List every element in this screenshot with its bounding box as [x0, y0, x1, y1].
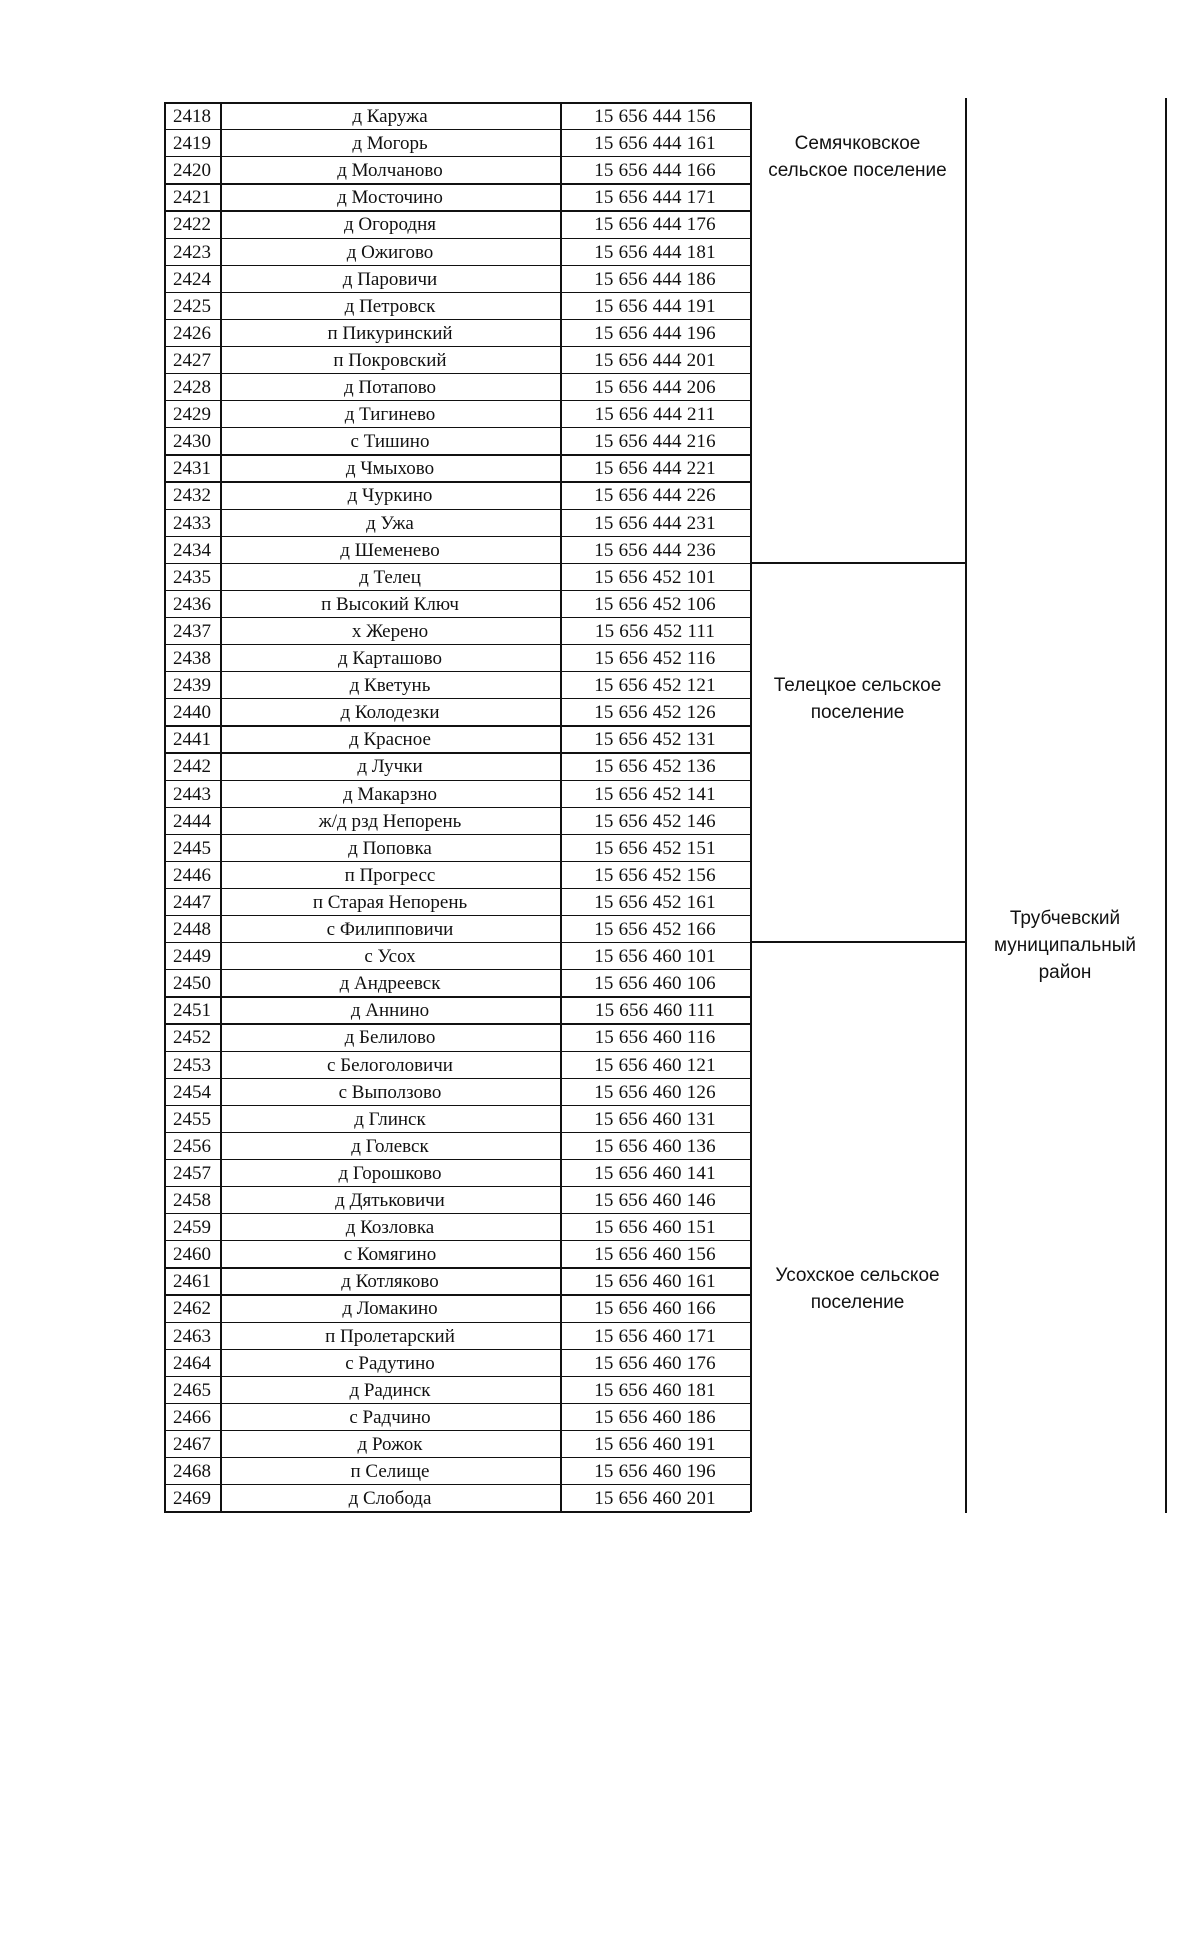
settlement-name: д Ужа [366, 512, 414, 534]
row-number: 2461 [173, 1271, 211, 1293]
settlement-name: п Покровский [333, 349, 447, 371]
oktmo-code: 15 656 444 161 [594, 133, 716, 155]
row-number: 2420 [173, 160, 211, 182]
settlement-name: д Слобода [348, 1488, 432, 1510]
oktmo-code: 15 656 444 216 [594, 431, 716, 453]
row-number: 2453 [173, 1054, 211, 1076]
oktmo-code: 15 656 452 116 [594, 648, 716, 670]
oktmo-code: 15 656 444 226 [594, 485, 716, 507]
row-number: 2440 [173, 702, 211, 724]
row-divider [164, 1105, 750, 1106]
row-divider [164, 156, 750, 157]
oktmo-code: 15 656 444 166 [594, 160, 716, 182]
row-divider [164, 861, 750, 862]
oktmo-code: 15 656 460 101 [594, 946, 716, 968]
settlement-name: д Козловка [345, 1217, 435, 1239]
row-number: 2458 [173, 1190, 211, 1212]
oktmo-code: 15 656 460 106 [594, 973, 716, 995]
row-divider [164, 1484, 750, 1485]
row-number: 2444 [173, 810, 211, 832]
oktmo-code: 15 656 452 156 [594, 864, 716, 886]
row-number: 2459 [173, 1217, 211, 1239]
oktmo-code: 15 656 460 126 [594, 1081, 716, 1103]
district-label: Трубчевский муниципальный район [994, 908, 1136, 983]
settlement-name: с Тишино [350, 431, 430, 453]
row-number: 2419 [173, 133, 211, 155]
settlement-name: д Паровичи [342, 268, 438, 290]
oktmo-code: 15 656 444 186 [594, 268, 716, 290]
column-divider [750, 102, 752, 1512]
row-number: 2452 [173, 1027, 211, 1049]
oktmo-code: 15 656 452 101 [594, 566, 716, 588]
settlement-name: п Пролетарский [325, 1325, 455, 1347]
row-number: 2441 [173, 729, 211, 751]
oktmo-code: 15 656 460 146 [594, 1190, 716, 1212]
settlement-name: д Шеменево [340, 539, 440, 561]
settlement-name: х Жерено [351, 620, 429, 642]
settlement-name: д Колодезки [340, 702, 440, 724]
row-divider [164, 590, 750, 591]
row-divider [164, 454, 750, 455]
oktmo-code: 15 656 460 141 [594, 1162, 716, 1184]
oktmo-code: 15 656 444 176 [594, 214, 716, 236]
row-number: 2426 [173, 322, 211, 344]
row-divider [164, 1376, 750, 1377]
oktmo-code: 15 656 460 201 [594, 1488, 716, 1510]
row-number: 2436 [173, 593, 211, 615]
oktmo-code: 15 656 452 136 [594, 756, 716, 778]
row-number: 2418 [173, 106, 211, 128]
row-divider [164, 1051, 750, 1052]
oktmo-code: 15 656 460 121 [594, 1054, 716, 1076]
row-divider [164, 807, 750, 808]
row-number: 2443 [173, 783, 211, 805]
oktmo-code: 15 656 444 221 [594, 458, 716, 480]
row-number: 2435 [173, 566, 211, 588]
row-number: 2469 [173, 1488, 211, 1510]
settlement-name: с Комягино [343, 1244, 437, 1266]
oktmo-code: 15 656 444 156 [594, 106, 716, 128]
column-divider [560, 102, 562, 1511]
oktmo-code: 15 656 460 136 [594, 1135, 716, 1157]
row-number: 2466 [173, 1406, 211, 1428]
row-divider [164, 617, 750, 618]
row-divider [164, 238, 750, 239]
settlement-name: д Дятьковичи [335, 1190, 445, 1212]
settlement-name: п Высокий Ключ [321, 593, 459, 615]
row-divider [164, 1322, 750, 1323]
settlement-name: с Радчино [349, 1406, 431, 1428]
row-divider [164, 1213, 750, 1214]
oktmo-code: 15 656 444 181 [594, 241, 716, 263]
row-divider [164, 563, 750, 564]
settlement-name: с Белоголовичи [327, 1054, 453, 1076]
oktmo-code: 15 656 444 191 [594, 295, 716, 317]
settlement-name: д Карташово [338, 648, 442, 670]
row-divider [164, 1159, 750, 1160]
row-number: 2428 [173, 377, 211, 399]
oktmo-code: 15 656 452 111 [594, 620, 716, 642]
settlement-name: д Мосточино [337, 187, 443, 209]
settlement-name: с Радутино [345, 1352, 435, 1374]
settlement-name: д Чуркино [347, 485, 433, 507]
group-separator [750, 941, 967, 943]
table-bottom-border [164, 1511, 750, 1513]
settlement-name: д Молчаново [337, 160, 443, 182]
row-number: 2462 [173, 1298, 211, 1320]
settlement-name: п Пикуринский [327, 322, 453, 344]
row-divider [164, 725, 750, 726]
district-column-right-border [1165, 98, 1167, 1513]
row-divider [164, 888, 750, 889]
row-number: 2467 [173, 1433, 211, 1455]
oktmo-code: 15 656 452 106 [594, 593, 716, 615]
row-divider [164, 265, 750, 266]
oktmo-code: 15 656 460 151 [594, 1217, 716, 1239]
row-number: 2450 [173, 973, 211, 995]
row-divider [164, 427, 750, 428]
row-number: 2438 [173, 648, 211, 670]
settlement-name: д Телец [359, 566, 421, 588]
oktmo-code: 15 656 460 166 [594, 1298, 716, 1320]
row-number: 2460 [173, 1244, 211, 1266]
row-number: 2463 [173, 1325, 211, 1347]
row-number: 2446 [173, 864, 211, 886]
rural-settlement-label: Усохское сельское поселение [775, 1265, 940, 1314]
settlement-name: д Лучки [357, 756, 423, 778]
row-divider [164, 915, 750, 916]
row-number: 2465 [173, 1379, 211, 1401]
row-number: 2451 [173, 1000, 211, 1022]
row-number: 2424 [173, 268, 211, 290]
settlement-name: д Ожигово [346, 241, 434, 263]
row-number: 2455 [173, 1108, 211, 1130]
settlement-name: д Поповка [348, 837, 432, 859]
row-divider [164, 183, 750, 184]
oktmo-code: 15 656 452 141 [594, 783, 716, 805]
oktmo-code: 15 656 444 206 [594, 377, 716, 399]
row-divider [164, 1403, 750, 1404]
oktmo-code: 15 656 460 181 [594, 1379, 716, 1401]
row-number: 2456 [173, 1135, 211, 1157]
row-divider [164, 1023, 750, 1024]
row-divider [164, 1132, 750, 1133]
settlement-name: д Котляково [341, 1271, 439, 1293]
row-divider [164, 400, 750, 401]
oktmo-code: 15 656 452 161 [594, 891, 716, 913]
row-divider [164, 780, 750, 781]
oktmo-code: 15 656 460 131 [594, 1108, 716, 1130]
oktmo-code: 15 656 460 171 [594, 1325, 716, 1347]
row-divider [164, 1267, 750, 1268]
row-number: 2432 [173, 485, 211, 507]
row-number: 2434 [173, 539, 211, 561]
oktmo-code: 15 656 452 146 [594, 810, 716, 832]
row-number: 2439 [173, 675, 211, 697]
row-number: 2468 [173, 1461, 211, 1483]
row-divider [164, 996, 750, 997]
row-divider [164, 1240, 750, 1241]
oktmo-code: 15 656 452 121 [594, 675, 716, 697]
oktmo-code: 15 656 460 191 [594, 1433, 716, 1455]
row-divider [164, 1430, 750, 1431]
row-number: 2430 [173, 431, 211, 453]
row-number: 2433 [173, 512, 211, 534]
row-divider [164, 292, 750, 293]
settlement-name: д Белилово [344, 1027, 436, 1049]
oktmo-code: 15 656 452 166 [594, 919, 716, 941]
settlement-name: д Красное [349, 729, 431, 751]
rural-settlement-label: Семячковское сельское поселение [768, 133, 947, 182]
rural-settlement-label: Телецкое сельское поселение [773, 675, 942, 724]
settlement-name: д Голевск [351, 1135, 429, 1157]
settlement-name: п Прогресс [344, 864, 436, 886]
row-number: 2442 [173, 756, 211, 778]
oktmo-code: 15 656 460 156 [594, 1244, 716, 1266]
settlement-name: п Селище [350, 1461, 430, 1483]
settlement-name: д Тигинево [344, 404, 436, 426]
oktmo-code: 15 656 444 231 [594, 512, 716, 534]
oktmo-code: 15 656 444 171 [594, 187, 716, 209]
settlement-name: д Чмыхово [345, 458, 435, 480]
oktmo-code: 15 656 460 111 [594, 1000, 716, 1022]
oktmo-code: 15 656 444 211 [594, 404, 716, 426]
row-divider [164, 346, 750, 347]
oktmo-code: 15 656 444 196 [594, 322, 716, 344]
row-divider [164, 129, 750, 130]
row-divider [164, 1457, 750, 1458]
settlement-name: д Рожок [357, 1433, 423, 1455]
row-divider [164, 644, 750, 645]
settlement-name: д Макарзно [342, 783, 438, 805]
row-divider [164, 481, 750, 482]
oktmo-code: 15 656 460 186 [594, 1406, 716, 1428]
settlement-name: д Каружа [352, 106, 428, 128]
row-number: 2445 [173, 837, 211, 859]
oktmo-code: 15 656 452 151 [594, 837, 716, 859]
oktmo-code: 15 656 460 176 [594, 1352, 716, 1374]
settlement-name: с Выползово [338, 1081, 442, 1103]
oktmo-code: 15 656 460 116 [594, 1027, 716, 1049]
row-number: 2425 [173, 295, 211, 317]
table-left-border [164, 102, 166, 1512]
row-divider [164, 698, 750, 699]
settlement-name: д Могорь [352, 133, 428, 155]
row-divider [164, 1349, 750, 1350]
row-divider [164, 942, 750, 943]
settlement-name: д Петровск [344, 295, 436, 317]
settlement-name: д Ломакино [342, 1298, 438, 1320]
column-divider [220, 102, 222, 1511]
settlement-name: д Глинск [354, 1108, 426, 1130]
row-divider [164, 210, 750, 211]
row-divider [164, 509, 750, 510]
settlement-name: д Потапово [343, 377, 437, 399]
settlement-name: д Аннино [350, 1000, 430, 1022]
row-number: 2437 [173, 620, 211, 642]
oktmo-code: 15 656 460 161 [594, 1271, 716, 1293]
settlement-name: п Старая Непорень [312, 891, 468, 913]
row-divider [164, 969, 750, 970]
row-number: 2447 [173, 891, 211, 913]
row-divider [164, 834, 750, 835]
row-number: 2422 [173, 214, 211, 236]
row-number: 2431 [173, 458, 211, 480]
oktmo-code: 15 656 452 131 [594, 729, 716, 751]
row-number: 2457 [173, 1162, 211, 1184]
oktmo-code: 15 656 444 201 [594, 349, 716, 371]
settlement-name: д Огородня [344, 214, 436, 236]
settlement-name: д Радинск [349, 1379, 431, 1401]
oktmo-code: 15 656 452 126 [594, 702, 716, 724]
row-divider [164, 1294, 750, 1295]
row-divider [164, 671, 750, 672]
row-number: 2449 [173, 946, 211, 968]
settlement-name: с Филипповичи [326, 919, 454, 941]
row-number: 2464 [173, 1352, 211, 1374]
group-separator [750, 562, 967, 564]
row-number: 2454 [173, 1081, 211, 1103]
settlement-name: д Кветунь [349, 675, 431, 697]
row-divider [164, 373, 750, 374]
oktmo-code: 15 656 460 196 [594, 1461, 716, 1483]
row-divider [164, 536, 750, 537]
row-number: 2429 [173, 404, 211, 426]
row-divider [164, 752, 750, 753]
row-divider [164, 1078, 750, 1079]
row-number: 2427 [173, 349, 211, 371]
settlement-name: с Усох [364, 946, 416, 968]
row-divider [164, 319, 750, 320]
row-number: 2448 [173, 919, 211, 941]
table-top-border [164, 102, 750, 104]
row-number: 2421 [173, 187, 211, 209]
settlement-name: д Горошково [338, 1162, 442, 1184]
district-column-left-border [965, 98, 967, 1513]
row-number: 2423 [173, 241, 211, 263]
settlement-name: д Андреевск [339, 973, 441, 995]
row-divider [164, 1186, 750, 1187]
settlement-name: ж/д рзд Непорень [318, 810, 462, 832]
oktmo-code: 15 656 444 236 [594, 539, 716, 561]
